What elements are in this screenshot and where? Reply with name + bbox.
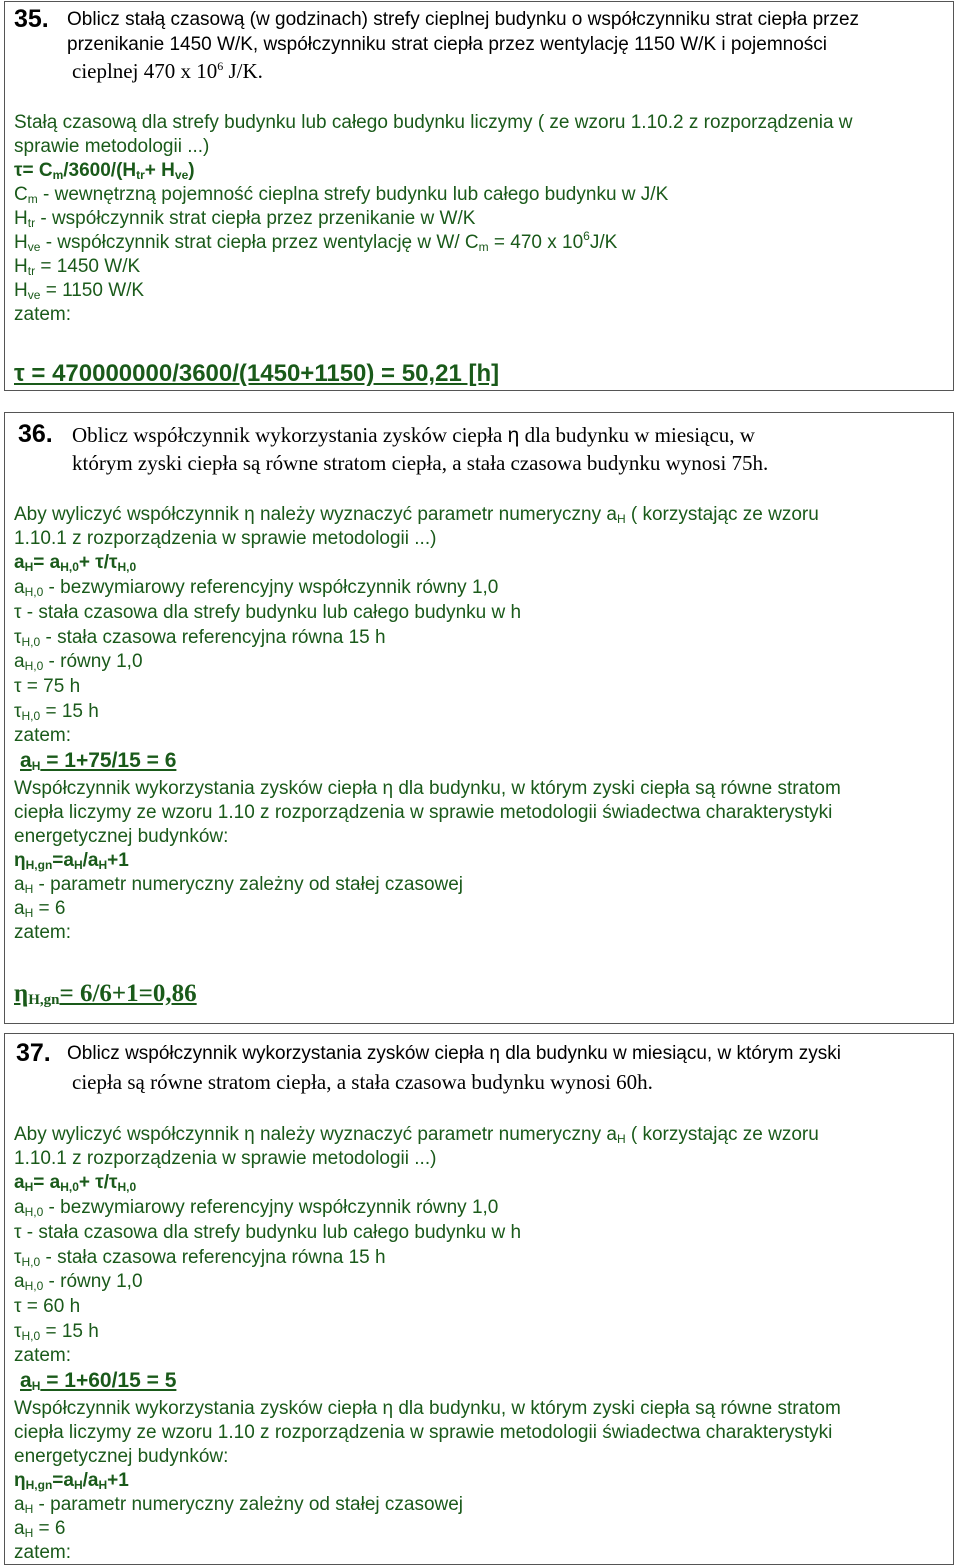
result: τ = 470000000/3600/(1450+1150) = 50,21 [h] bbox=[14, 360, 500, 387]
result-ah: $a_H = 1+60/15 = 5$ bbox=[20, 1369, 177, 1393]
intro-text: 1.10.1 z rozporządzenia w sprawie metodologii ...) bbox=[14, 528, 437, 549]
definition: $a_{H,0}$ - równy 1,0 bbox=[14, 651, 143, 673]
explanation-text: Współczynnik wykorzystania zysków ciepła η dla budynku, w którym zyski ciepła są równe stratom bbox=[14, 778, 841, 799]
zatem-label: zatem: bbox=[14, 922, 72, 943]
intro-text: Aby wyliczyć współczynnik η należy wyznaczyć parametr numeryczny $a_H$ ( korzystając ze wzoru bbox=[14, 1124, 819, 1146]
definition: $a_{H,0}$ - bezwymiarowy referencyjny współczynnik równy 1,0 bbox=[14, 1197, 499, 1219]
given-value: $a_H = 6$ bbox=[14, 1518, 66, 1540]
given-value: $\tau_{H,0} = 15$ h bbox=[14, 1321, 99, 1343]
intro-text: Stałą czasową dla strefy budynku lub całego budynku liczymy ( ze wzoru 1.10.2 z rozporządzenia w bbox=[14, 112, 853, 133]
definition: $\tau_{H,0}$ - stała czasowa referencyjna równa 15 h bbox=[14, 1247, 386, 1269]
question-text: ciepła są równe stratom ciepła, a stała czasowa budynku wynosi 60h. bbox=[72, 1070, 653, 1094]
explanation-text: Współczynnik wykorzystania zysków ciepła η dla budynku, w którym zyski ciepła są równe stratom bbox=[14, 1398, 841, 1419]
result-ah: $a_H = 1+75/15 = 6$ bbox=[20, 749, 177, 773]
zatem-label: zatem: bbox=[14, 1542, 72, 1563]
definition: $a_H$ - parametr numeryczny zależny od stałej czasowej bbox=[14, 1494, 464, 1516]
question-37-box bbox=[4, 1033, 954, 1565]
question-number: 35. bbox=[14, 5, 49, 33]
given-value: $H_{tr} = 1450$ W/K bbox=[14, 256, 141, 278]
intro-text: sprawie metodologii ...) bbox=[14, 136, 210, 157]
result: $\eta_{H,gn}= 6/6+1=0,86$ bbox=[14, 980, 197, 1008]
definition: $\tau_{H,0}$ - stała czasowa referencyjna równa 15 h bbox=[14, 627, 386, 649]
explanation-text: ciepła liczymy ze wzoru 1.10 z rozporządzenia w sprawie metodologii świadectwa charakterystyki bbox=[14, 802, 833, 823]
formula: $a_H= a_{H,0}+ \tau/\tau_{H,0}$ bbox=[14, 552, 137, 574]
explanation-text: ciepła liczymy ze wzoru 1.10 z rozporządzenia w sprawie metodologii świadectwa charakterystyki bbox=[14, 1422, 833, 1443]
definition: $C_m$ - wewnętrzną pojemność cieplna strefy budynku lub całego budynku w J/K bbox=[14, 184, 669, 206]
zatem-label: zatem: bbox=[14, 725, 72, 746]
given-value: $a_H = 6$ bbox=[14, 898, 66, 920]
definition: $H_{tr}$ - współczynnik strat ciepła przez przenikanie w W/K bbox=[14, 208, 476, 230]
explanation-text: energetycznej budynków: bbox=[14, 1446, 229, 1467]
definition: τ - stała czasowa dla strefy budynku lub całego budynku w h bbox=[14, 1222, 522, 1243]
question-text: cieplnej 470 x $10^6$ J/K. bbox=[72, 59, 263, 83]
given-value: $H_{ve} = 1150$ W/K bbox=[14, 280, 145, 302]
given-value: $\tau_{H,0} = 15$ h bbox=[14, 701, 99, 723]
question-text: Oblicz współczynnik wykorzystania zysków ciepła η dla budynku w miesiącu, w którym zyski bbox=[67, 1043, 841, 1064]
question-number: 37. bbox=[16, 1039, 51, 1067]
definition: $H_{ve}$ - współczynnik strat ciepła przez wentylację w W/ $C_m = 470$ x $10^6J/K$ bbox=[14, 229, 618, 254]
intro-text: 1.10.1 z rozporządzenia w sprawie metodologii ...) bbox=[14, 1148, 437, 1169]
formula: $\eta_{H,gn}=a_H/a_H+1$ bbox=[14, 1470, 129, 1492]
formula: $\tau= C_m/3600/(H_{tr}+ H_{ve})$ bbox=[14, 160, 195, 182]
question-text: Oblicz stałą czasową (w godzinach) strefy cieplnej budynku o współczynniku strat ciepła przez bbox=[67, 9, 860, 30]
zatem-label: zatem: bbox=[14, 304, 72, 325]
definition: τ - stała czasowa dla strefy budynku lub całego budynku w h bbox=[14, 602, 522, 623]
question-text: przenikanie 1450 W/K, współczynniku strat ciepła przez wentylację 1150 W/K i pojemności bbox=[67, 34, 827, 55]
question-number: 36. bbox=[18, 420, 53, 448]
definition: $a_H$ - parametr numeryczny zależny od stałej czasowej bbox=[14, 874, 464, 896]
given-value: τ = 75 h bbox=[14, 676, 81, 697]
zatem-label: zatem: bbox=[14, 1345, 72, 1366]
question-text: którym zyski ciepła są równe stratom ciepła, a stała czasowa budynku wynosi 75h. bbox=[72, 451, 769, 475]
definition: $a_{H,0}$ - równy 1,0 bbox=[14, 1271, 143, 1293]
formula: $a_H= a_{H,0}+ \tau/\tau_{H,0}$ bbox=[14, 1172, 137, 1194]
formula: $\eta_{H,gn}=a_H/a_H+1$ bbox=[14, 850, 129, 872]
question-text: Oblicz współczynnik wykorzystania zysków ciepła η dla budynku w miesiącu, w bbox=[72, 423, 755, 447]
intro-text: Aby wyliczyć współczynnik η należy wyznaczyć parametr numeryczny $a_H$ ( korzystając ze wzoru bbox=[14, 504, 819, 526]
definition: $a_{H,0}$ - bezwymiarowy referencyjny współczynnik równy 1,0 bbox=[14, 577, 499, 599]
given-value: τ = 60 h bbox=[14, 1296, 81, 1317]
explanation-text: energetycznej budynków: bbox=[14, 826, 229, 847]
